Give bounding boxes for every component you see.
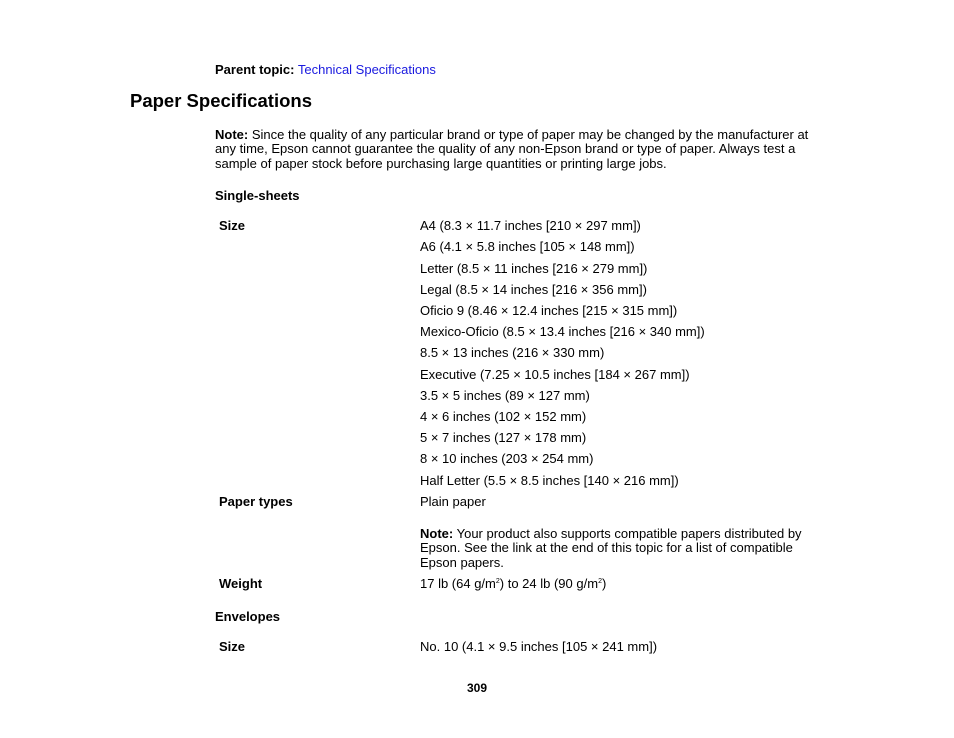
- weight-superscript: 2: [598, 578, 602, 585]
- paper-types-label: Paper types: [219, 494, 293, 509]
- size-value: A6 (4.1 × 5.8 inches [105 × 148 mm]): [420, 239, 635, 254]
- size-value: 8.5 × 13 inches (216 × 330 mm): [420, 345, 605, 360]
- note-text: Since the quality of any particular brand or type of paper may be changed by the manufacturer at any time, Epson cannot guarantee the quality of any non-Epson brand or type of paper. Always test a sample of paper stock before purchasing large quantities or printing large jobs.: [215, 127, 809, 171]
- size-value: Letter (8.5 × 11 inches [216 × 279 mm]): [420, 261, 648, 276]
- size-value: 5 × 7 inches (127 × 178 mm): [420, 430, 587, 445]
- parent-topic-link[interactable]: Technical Specifications: [297, 62, 436, 77]
- size-value: Executive (7.25 × 10.5 inches [184 × 267 mm]): [420, 367, 690, 382]
- weight-part: ) to 24 lb (90 g/m: [499, 576, 599, 591]
- size-value: 8 × 10 inches (203 × 254 mm): [420, 451, 594, 466]
- paper-types-note-text: Your product also supports compatible papers distributed by Epson. See the link at the end of this topic for a list of compatible Epson papers.: [420, 526, 802, 570]
- weight-superscript: 2: [495, 578, 500, 585]
- note: [215, 128, 820, 171]
- weight-part: ): [601, 576, 607, 591]
- single-sheets-size-label: Size: [219, 218, 246, 233]
- weight-value: [420, 576, 606, 591]
- paper-types-note-label: Note:: [420, 526, 454, 541]
- weight-part: 17 lb (64 g/m: [420, 576, 496, 591]
- single-sheets-heading: Single-sheets: [215, 188, 300, 203]
- envelopes-size-value: No. 10 (4.1 × 9.5 inches [105 × 241 mm]): [420, 639, 658, 654]
- size-value: 4 × 6 inches (102 × 152 mm): [420, 409, 587, 424]
- envelopes-size-label: Size: [219, 639, 246, 654]
- parent-topic-label: Parent topic:: [215, 62, 295, 77]
- size-value: 3.5 × 5 inches (89 × 127 mm): [420, 388, 590, 403]
- size-value: A4 (8.3 × 11.7 inches [210 × 297 mm]): [420, 218, 641, 233]
- note-label: Note:: [215, 127, 249, 142]
- paper-types-note: [420, 527, 820, 570]
- page-number: 309: [466, 681, 488, 695]
- envelopes-heading: Envelopes: [215, 609, 281, 624]
- size-value: Oficio 9 (8.46 × 12.4 inches [215 × 315 mm]): [420, 303, 678, 318]
- weight-label: Weight: [219, 576, 263, 591]
- size-value: Half Letter (5.5 × 8.5 inches [140 × 216 mm]): [420, 473, 679, 488]
- page-title: Paper Specifications: [130, 90, 312, 111]
- size-value: Mexico-Oficio (8.5 × 13.4 inches [216 × 340 mm]): [420, 324, 705, 339]
- paper-types-value: Plain paper: [420, 494, 486, 509]
- size-value: Legal (8.5 × 14 inches [216 × 356 mm]): [420, 282, 647, 297]
- parent-topic: [215, 62, 436, 77]
